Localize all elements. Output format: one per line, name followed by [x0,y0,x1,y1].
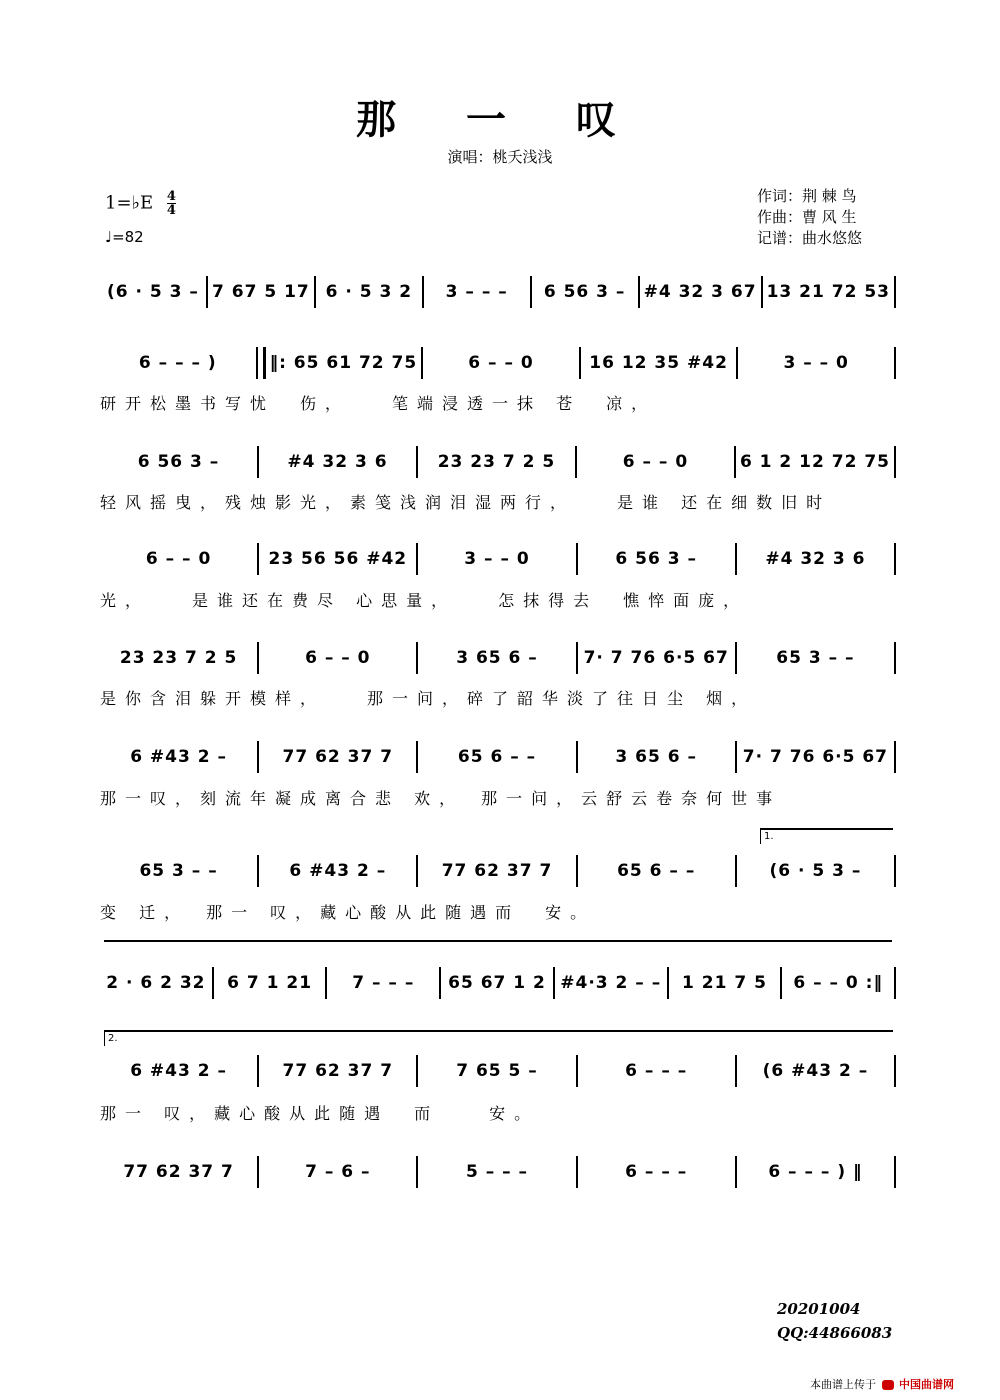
lyric-line-3: 轻风摇曳，残烛影光，素笺浅润泪湿两行， 是谁 还在细数旧时 [100,493,832,512]
measure: 6 #43 2 – [130,747,228,767]
barline [894,1156,896,1188]
score-system-8 [100,967,900,999]
measure: 3 65 6 – [456,648,538,668]
first-ending-line [104,940,892,942]
meter-numerator: 4 [166,189,176,204]
barline [894,642,896,674]
measure: 6 7 1 21 [227,973,313,993]
measure: #4 32 3 67 [643,282,757,302]
measure: 6 – – – ) ‖ [768,1162,863,1182]
measure: 77 62 37 7 [123,1162,234,1182]
measure: 16 12 35 #42 [589,353,728,373]
measure: 7 67 5 17 [212,282,310,302]
measure: 2 · 6 2 32 [106,973,206,993]
barline [894,967,896,999]
time-signature [167,190,176,217]
barline [894,543,896,575]
measure: ‖: 65 61 72 75 [269,353,418,373]
measure: 65 67 1 2 [448,973,546,993]
qq-contact: QQ:44866083 [777,1324,893,1342]
measure: 6 – – 0 [305,648,371,668]
score-system-3 [100,446,900,478]
measure: 65 3 – – [776,648,855,668]
measure: 7 – – – [352,973,415,993]
measure: 23 23 7 2 5 [437,452,556,472]
measure: 6 #43 2 – [289,861,387,881]
measure: (6 · 5 3 – [769,861,862,881]
measure: 23 56 56 #42 [268,549,408,569]
score-system-10 [100,1156,900,1188]
measure: 6 56 3 – [543,282,626,302]
song-title: 那 一 叹 [356,96,644,143]
barline [894,855,896,887]
tempo-marking: ♩=82 [105,228,144,246]
measure: 77 62 37 7 [282,1061,394,1081]
lyricist-credit: 作词：荆 棘 鸟 [757,187,857,205]
measure: 5 – – – [465,1162,529,1182]
site-logo-icon [882,1380,894,1390]
measure: 3 – – – [445,282,508,302]
barline [894,276,896,308]
measure: 7 – 6 – [305,1162,371,1182]
barline [894,446,896,478]
measure: 7 65 5 – [456,1061,538,1081]
measure: #4 32 3 6 [765,549,866,569]
composer-credit: 作曲：曹 风 生 [757,208,857,226]
measure: 6 – – – ) [138,353,217,373]
measure: 65 3 – – [139,861,218,881]
measure: 77 62 37 7 [441,861,553,881]
measure: 6 56 3 – [137,452,220,472]
score-system-7 [100,855,900,887]
measure: 6 · 5 3 2 [325,282,413,302]
score-system-5 [100,642,900,674]
measure: 6 – – – [625,1061,688,1081]
measure: 7· 7 76 6·5 67 [583,648,729,668]
barline [894,741,896,773]
measure: 65 6 – – [457,747,537,767]
key-label: 1=♭E [105,192,154,214]
barline [894,1055,896,1087]
measure: 6 – – 0 [468,353,534,373]
measure: (6 #43 2 – [762,1061,869,1081]
measure: 3 – – 0 [783,353,849,373]
measure: 6 – – 0 :‖ [793,973,883,993]
barline [894,347,896,379]
meter-denominator: 4 [166,203,176,218]
measure: 6 – – 0 [622,452,689,472]
first-ending-bracket: 1. [760,828,893,844]
upload-text: 本曲谱上传于 [810,1378,876,1391]
date-stamp: 20201004 [777,1300,861,1318]
score-system-2 [100,347,900,379]
site-name: 中国曲谱网 [899,1378,954,1391]
lyric-line-6: 那一叹，刻流年凝成离合悲 欢， 那一问，云舒云卷奈何世事 [100,789,782,808]
measure: 77 62 37 7 [282,747,394,767]
lyric-line-7: 变 迁， 那一 叹，藏心酸从此随遇而 安。 [100,903,596,922]
measure: 65 6 – – [617,861,696,881]
measure: 3 65 6 – [615,747,697,767]
measure: #4·3 2 – – [560,973,662,993]
measure: 6 – – 0 [145,549,212,569]
measure: 7· 7 76 6·5 67 [742,747,889,767]
lyric-line-9: 那一 叹，藏心酸从此随遇 而 安。 [100,1104,540,1123]
measure: (6 · 5 3 – [107,282,199,302]
credits [757,186,862,249]
score-system-1 [100,276,900,308]
measure: #4 32 3 6 [287,452,388,472]
score-system-4 [100,543,900,575]
score-system-9 [100,1055,900,1087]
upload-notice [810,1376,954,1392]
lyric-line-4: 光， 是谁还在费尽 心思量， 怎抹得去 憔悴面庞， [100,591,749,610]
singer-credit: 演唱：桃夭浅浅 [447,148,553,166]
second-ending-bracket: 2. [104,1030,893,1046]
measure: 1 21 7 5 [682,973,767,993]
score-system-6 [100,741,900,773]
barline [256,347,266,379]
measure: 6 56 3 – [615,549,697,569]
measure: 23 23 7 2 5 [119,648,238,668]
measure: 6 1 2 12 72 75 [739,452,890,472]
transcriber-credit: 记谱：曲水悠悠 [757,229,863,247]
measure: 13 21 72 53 [766,282,890,302]
measure: 6 – – – [625,1162,688,1182]
lyric-line-5: 是你含泪躲开模样， 那一问，碎了韶华淡了往日尘 烟， [100,689,757,708]
measure: 6 #43 2 – [130,1061,228,1081]
measure: 3 – – 0 [464,549,530,569]
key-signature [105,190,176,217]
lyric-line-2: 研开松墨书写忧 伤， 笔端浸透一抹 苍 凉， [100,394,657,413]
